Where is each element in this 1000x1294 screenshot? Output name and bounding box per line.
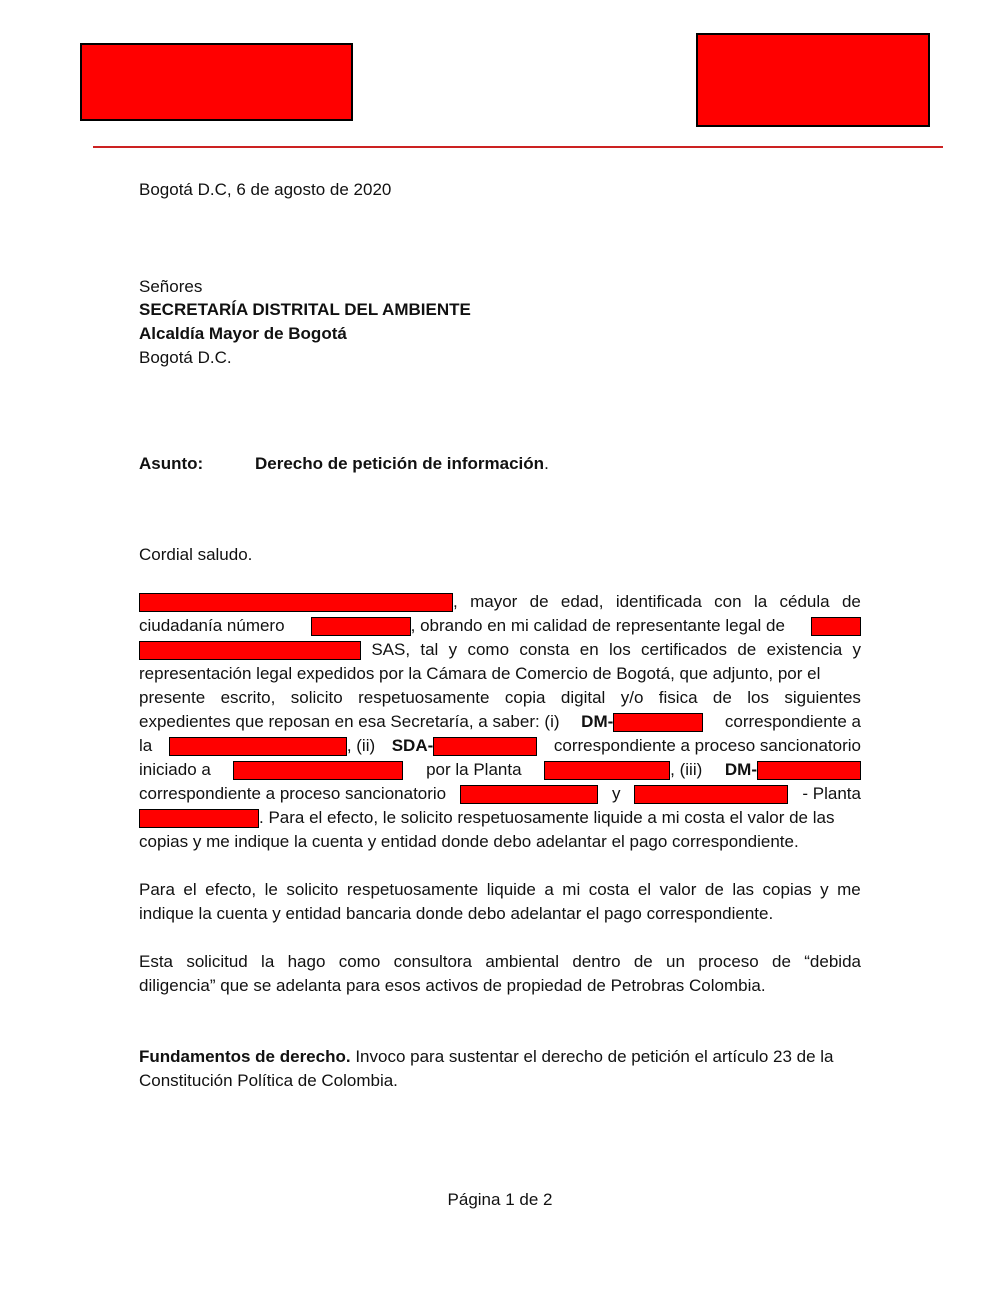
redacted-name xyxy=(139,593,453,612)
p3-line-2 xyxy=(139,974,861,998)
word: me xyxy=(837,880,861,899)
redacted-name-group xyxy=(139,590,458,614)
word: cédula xyxy=(779,592,830,611)
text-segment: , (iii) xyxy=(670,760,703,779)
text-segment: por la Planta xyxy=(426,760,522,779)
word: respetuosamente xyxy=(346,880,479,899)
redacted-entity-2 xyxy=(233,761,403,780)
recipient-org: SECRETARÍA DISTRITAL DEL AMBIENTE xyxy=(139,300,471,319)
body-line-5 xyxy=(139,686,861,710)
word: valor xyxy=(659,880,697,899)
page-number: Página 1 de 2 xyxy=(447,1190,553,1209)
word: de xyxy=(737,640,757,659)
word: costa xyxy=(588,880,630,899)
subject-line xyxy=(255,452,549,476)
body-line-10 xyxy=(139,806,861,830)
recipient-dept: Alcaldía Mayor de Bogotá xyxy=(139,324,347,343)
body-paragraph xyxy=(139,590,861,854)
recipient-city: Bogotá D.C. xyxy=(139,348,232,367)
text-segment: la xyxy=(139,736,153,755)
dm-ref-1 xyxy=(581,710,703,734)
text-segment: expedientes que reposan en esa Secretaría, a saber: (i) xyxy=(139,712,560,731)
word: la xyxy=(261,952,275,971)
subject-label: Asunto: xyxy=(139,454,204,473)
dm-prefix: DM- xyxy=(724,760,757,779)
word: de xyxy=(841,592,861,611)
redacted-ref-1 xyxy=(613,713,703,732)
text-segment: Invoco para sustentar el derecho de petición el artículo 23 de la xyxy=(350,1047,834,1066)
word: dentro xyxy=(572,952,621,971)
word: consta xyxy=(519,640,570,659)
redacted-id-group xyxy=(311,614,785,638)
word: solicito xyxy=(290,688,343,707)
word: mi xyxy=(562,880,581,899)
word: consultora xyxy=(393,952,473,971)
word: el xyxy=(637,880,652,899)
word: Para xyxy=(139,880,175,899)
subject-end: . xyxy=(544,454,549,473)
word: solicito xyxy=(286,880,339,899)
word: la xyxy=(753,592,768,611)
dm-ref-2 xyxy=(725,758,861,782)
word: escrito, xyxy=(220,688,276,707)
redacted-ref-3 xyxy=(757,761,861,780)
redacted-group xyxy=(169,734,375,758)
text-segment: , (ii) xyxy=(346,736,376,755)
sda-ref xyxy=(392,734,538,758)
text-segment: diligencia” que se adelanta para esos activos de propiedad de Petrobras Colombia. xyxy=(139,976,766,995)
word: proceso xyxy=(698,952,759,971)
text-segment: copias y me indique la cuenta y entidad donde debo adelantar el pago correspondiente. xyxy=(139,832,799,851)
redacted-logo-right xyxy=(696,33,930,127)
redacted-group xyxy=(544,758,702,782)
greeting: Cordial saludo. xyxy=(139,545,253,564)
word: y xyxy=(852,640,861,659)
legal-basis-heading: Fundamentos de derecho. xyxy=(139,1047,351,1066)
text-segment: correspondiente a proceso sancionatorio xyxy=(139,784,447,803)
sda-prefix: SDA- xyxy=(391,736,434,755)
word: presente xyxy=(139,688,206,707)
comma: , xyxy=(453,592,458,611)
header-rule xyxy=(93,146,943,148)
text-segment: indique la cuenta y entidad bancaria donde debo adelantar el pago correspondiente. xyxy=(139,904,774,923)
redacted-company-b xyxy=(139,641,361,660)
redacted-entity-4 xyxy=(634,785,788,804)
body-line-4 xyxy=(139,662,861,686)
text-segment: , obrando en mi calidad de representante legal de xyxy=(410,616,785,635)
word: a xyxy=(544,880,554,899)
word: siguientes xyxy=(784,688,861,707)
legal-basis-paragraph xyxy=(139,1045,861,1093)
word: digital xyxy=(560,688,606,707)
word: SAS, xyxy=(371,640,411,659)
p4-line-1 xyxy=(139,1045,861,1069)
word: de xyxy=(772,952,791,971)
word: respetuosamente xyxy=(358,688,490,707)
body-line-8 xyxy=(139,758,861,782)
text-segment: y xyxy=(612,784,621,803)
purpose-paragraph xyxy=(139,950,861,998)
text-segment: iniciado a xyxy=(139,760,211,779)
redacted-plant-2 xyxy=(139,809,259,828)
body-line-2 xyxy=(139,614,861,638)
body-line-7 xyxy=(139,734,861,758)
word: y xyxy=(448,640,458,659)
text-segment: - Planta xyxy=(802,784,861,803)
redacted-entity-3 xyxy=(460,785,598,804)
word: hago xyxy=(287,952,326,971)
word: las xyxy=(732,880,755,899)
p2-line-2 xyxy=(139,902,861,926)
word: liquide xyxy=(486,880,536,899)
word: tal xyxy=(420,640,439,659)
text-segment: correspondiente a xyxy=(724,712,861,731)
word: de xyxy=(633,952,653,971)
text-segment: ciudadanía número xyxy=(139,616,285,635)
word: los xyxy=(609,640,631,659)
redacted-id-number xyxy=(311,617,411,636)
text-segment: correspondiente a proceso sancionatorio xyxy=(553,736,861,755)
body-line-3 xyxy=(139,638,861,662)
body-line-9 xyxy=(139,782,861,806)
word: “debida xyxy=(804,952,861,971)
word: existencia xyxy=(766,640,843,659)
word: efecto, xyxy=(205,880,257,899)
redacted-company-a xyxy=(811,617,861,636)
word: y xyxy=(820,880,829,899)
word: un xyxy=(666,952,685,971)
body-line-1 xyxy=(139,590,861,614)
word: como xyxy=(467,640,510,659)
redacted-ref-2 xyxy=(433,737,537,756)
word: mayor xyxy=(470,592,518,611)
subject-text: Derecho de petición de información xyxy=(255,454,545,473)
salutation-to: Señores xyxy=(139,277,203,296)
word: Esta xyxy=(139,952,174,971)
word: solicitud xyxy=(186,952,248,971)
word: y/o xyxy=(620,688,644,707)
text-segment: . Para el efecto, le solicito respetuosamente liquide a mi costa el valor de las xyxy=(259,808,835,827)
redacted-plant-1 xyxy=(544,761,670,780)
dm-prefix: DM- xyxy=(581,712,614,731)
text-segment: Constitución Política de Colombia. xyxy=(139,1071,398,1090)
letter-date: Bogotá D.C, 6 de agosto de 2020 xyxy=(139,180,392,199)
word: el xyxy=(183,880,197,899)
redacted-logo-left xyxy=(80,43,353,121)
word: ambiental xyxy=(485,952,560,971)
payment-paragraph xyxy=(139,878,861,926)
text-segment: representación legal expedidos por la Cámara de Comercio de Bogotá, que adjunto, por el xyxy=(139,664,821,683)
p4-line-2 xyxy=(139,1069,861,1093)
body-line-11 xyxy=(139,830,861,854)
word: de xyxy=(704,880,724,899)
word: como xyxy=(338,952,381,971)
word: le xyxy=(264,880,278,899)
word: de xyxy=(712,688,732,707)
word: certificados xyxy=(641,640,728,659)
word: copia xyxy=(504,688,546,707)
word: en xyxy=(579,640,599,659)
word: fisica xyxy=(658,688,698,707)
word: de xyxy=(529,592,549,611)
word: con xyxy=(714,592,742,611)
redacted-entity-1 xyxy=(169,737,347,756)
word: edad, xyxy=(560,592,604,611)
p3-line-1 xyxy=(139,950,861,974)
word: los xyxy=(747,688,769,707)
word: copias xyxy=(762,880,812,899)
body-line-6 xyxy=(139,710,861,734)
p2-line-1 xyxy=(139,878,861,902)
word: identificada xyxy=(615,592,702,611)
